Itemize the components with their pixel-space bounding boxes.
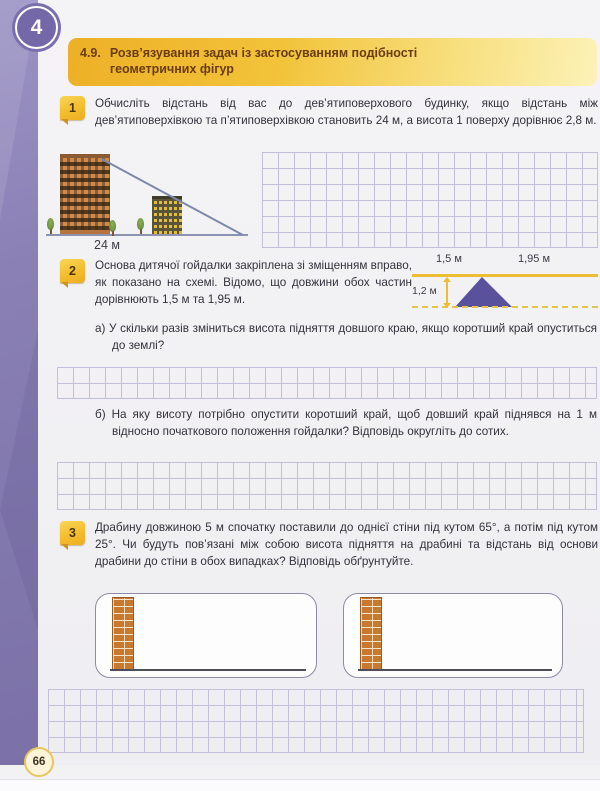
tree-icon xyxy=(46,218,55,234)
wall-ground-line xyxy=(110,669,306,671)
section-banner xyxy=(68,38,597,86)
swing-long-side-label: 1,95 м xyxy=(518,253,551,265)
swing-height-label: 1,2 м xyxy=(412,285,437,297)
answer-grid-1 xyxy=(262,152,598,248)
task-2-subquestion-a: а) У скільки разів зміниться висота підняття довшого краю, якщо коротший край опуститься до землі? xyxy=(95,322,597,352)
ground-line xyxy=(46,234,248,236)
tree-trunk xyxy=(140,229,142,234)
section-title-line1: Розв’язування задач із застосуванням подібності xyxy=(109,46,418,60)
swing-support-triangle xyxy=(455,277,512,307)
sidebar-facet xyxy=(0,330,38,630)
chapter-number: 4 xyxy=(30,15,43,39)
tree-trunk xyxy=(50,229,52,234)
brick-wall-icon xyxy=(112,597,134,671)
task-2-text: Основа дитячої гойдалки закріплена зі зміщенням вправо, як показано на схемі. Відомо, що довжини обох частин дорівнюють 1,5 м та 1,95 м. xyxy=(95,259,412,306)
five-story-building-icon xyxy=(152,196,182,234)
task-1-text: Обчисліть відстань від вас до дев’ятиповерхового будинку, якщо відстань між дев’ятиповерхівкою та п’ятиповерхівкою становить 24 м, а висота 1 поверху дорівнює 2,8 м. xyxy=(95,97,598,127)
section-title-line2: геометричних фігур xyxy=(109,62,234,76)
height-arrow-icon xyxy=(446,278,448,307)
brick-wall-icon xyxy=(360,597,382,671)
tree-icon xyxy=(136,218,145,234)
ladder-drawing-box-2 xyxy=(343,593,563,678)
section-number: 4.9. xyxy=(80,46,101,60)
swing-ground-dashed-line xyxy=(412,306,598,308)
task-2-subquestion-b: б) На яку висоту потрібно опустити коротший край, щоб довший край піднявся на 1 м відносно початкового положення гойдалки? Відповідь округліть до сотих. xyxy=(95,408,597,438)
swing-short-side-label: 1,5 м xyxy=(436,253,462,265)
ladder-drawing-box-1 xyxy=(95,593,317,678)
task-1-number: 1 xyxy=(69,101,76,115)
task-2-badge xyxy=(60,259,85,283)
section-title xyxy=(110,45,417,86)
task-1-badge xyxy=(60,96,85,120)
buildings-figure xyxy=(44,152,256,254)
swing-figure xyxy=(410,253,598,315)
distance-label: 24 м xyxy=(94,238,120,252)
answer-grid-2 xyxy=(57,367,597,399)
task-3-text: Драбину довжиною 5 м спочатку поставили до однієї стіни під кутом 65°, а потім під кутом 25°. Чи будуть пов’язані між собою висота підняття на драбині та відстань від основи драбини до стіни в обох випадках? Відповідь обґрунтуйте. xyxy=(95,521,598,568)
task-3-badge xyxy=(60,521,85,545)
chapter-number-badge xyxy=(15,6,58,49)
tree-trunk xyxy=(112,231,114,236)
page-bottom-margin xyxy=(0,779,600,791)
wall-ground-line xyxy=(358,669,552,671)
tree-icon xyxy=(108,220,117,236)
nine-story-building-icon xyxy=(60,154,110,234)
answer-grid-3 xyxy=(57,462,597,510)
page-number: 66 xyxy=(32,756,46,768)
task-2-number: 2 xyxy=(69,264,76,278)
task-3-number: 3 xyxy=(69,526,76,540)
answer-grid-4 xyxy=(48,689,584,753)
page-number-badge xyxy=(24,747,54,777)
chapter-sidebar xyxy=(0,0,38,765)
